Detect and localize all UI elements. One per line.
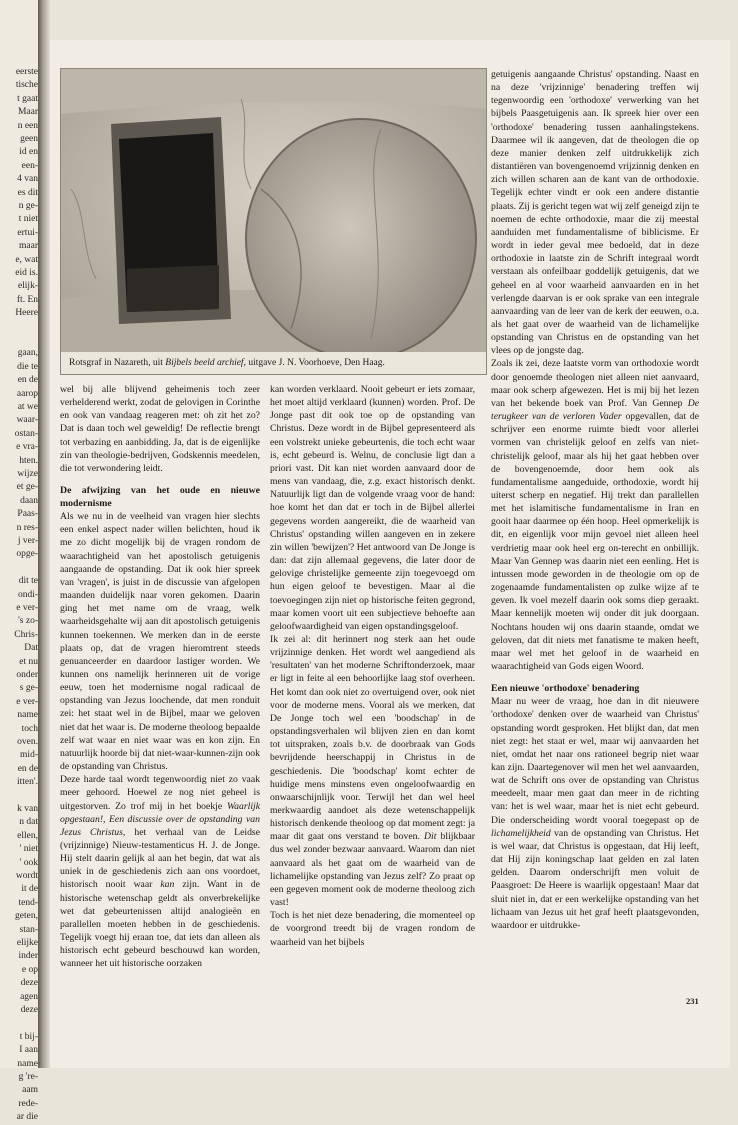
paragraph: [60, 773, 260, 970]
previous-page-text-fragment: gaan,: [17, 348, 38, 359]
previous-page-text-fragment: t niet: [18, 214, 38, 225]
previous-page-strip: [0, 0, 40, 1123]
text-run: Zoals ik zei, deze laatste vorm van orthodoxie wordt door genoemde theologen niet alleen niet aanvaard, maar ook scherp afgewezen. Het is mij bij het lezen van het bekende boek van Prof. Van Gennep: [491, 358, 699, 409]
book-title: De terugkeer van de verloren Vader: [491, 397, 699, 423]
previous-page-text-fragment: id en: [19, 147, 38, 158]
previous-page-text-fragment: itten'.: [17, 777, 38, 788]
previous-page-text-fragment: j ver-: [17, 536, 38, 546]
previous-page-text-fragment: rede-: [18, 1098, 38, 1109]
previous-page-text-fragment: ' ook: [19, 857, 38, 868]
section-heading: De afwijzing van het oude en nieuwe modernisme: [60, 485, 260, 510]
previous-page-text-fragment: t bij-: [19, 1031, 38, 1042]
section-heading: Een nieuwe 'orthodoxe' benadering: [491, 683, 640, 695]
previous-page-text-fragment: onder: [16, 670, 38, 680]
book-page: [50, 40, 730, 1068]
previous-page-text-fragment: e op: [21, 964, 38, 975]
paragraph: getuigenis aangaande Christus' opstanding. Naast en na deze 'vrijzinnige' benadering treffen wij tegenwoordig een 'orthodoxe' verwerking van het bijbels Paasgetuigenis aan. Ik spreek hier over een 'orthodoxe' benadering tussen aanhalingstekens. Daarmee wil ik aangeven, dat de theologen die op deze manier denken zelf uitdrukkelijk zich distantiëren van bovengenoemd vrijzinnig denken en zich willen scharen aan de kant van de orthodoxie. Tegelijk echter vindt er ook een andere distantie plaats. Zij is gericht tegen wat wij zelf geneigd zijn te noemen de echte orthodoxie, maar die zij meestal aanduiden met fundamentalisme of biblicisme. Er wordt in ieder geval mee bedoeld, dat in deze orthodoxie in laatste zin de Schrift integraal wordt verstaan als onfeilbaar goddelijk getuigenis, dat we geheel en al voor waarheid aanvaarden en in het verlengde daarvan is er ook sprake van een integrale aanvaarding van de leer van de kerk der eeuwen, o.a. als het gaat over de waarheid van de lichamelijke opstanding van Christus en de opstanding van het vlees op de jongste dag.: [491, 69, 699, 357]
previous-page-text-fragment: ft. En: [16, 294, 38, 305]
previous-page-text-fragment: e vra-: [16, 442, 38, 453]
previous-page-text-fragment: toch: [21, 723, 38, 734]
text-column-2: [270, 383, 475, 1033]
previous-page-text-fragment: elijk-: [17, 281, 38, 292]
previous-page-text-fragment: Maar: [17, 107, 38, 118]
previous-page-text-fragment: stan-: [19, 924, 38, 935]
text-run: van de opstanding van Christus. Het is wel waar, dat Christus is opgestaan, dat Hij leeft, dat Hij zijn koningschap laat gelden en zal laten gelden. Daarom onderschrijft men voluit de Paasgroet: De Heere is waarlijk opgestaan! Maar dat sluit niet in, dat er een werkelijke opstanding van het lichaam van Jezus uit het graf heeft plaatsgevonden, waardoor er uitdrukke-: [491, 827, 699, 931]
previous-page-text-fragment: at we: [17, 402, 38, 412]
previous-page-text-fragment: wijze: [17, 469, 38, 479]
emphasis: kan: [160, 879, 175, 891]
previous-page-text-fragment: hten.: [19, 455, 38, 466]
previous-page-text-fragment: ostan-: [14, 428, 38, 439]
paragraph: [491, 357, 699, 673]
rock-tomb-image: [61, 69, 486, 354]
previous-page-text-fragment: oven.: [17, 737, 38, 747]
caption-publisher: uitgave J. N. Voorhoeve, Den Haag.: [245, 358, 385, 368]
previous-page-text-fragment: 4 van: [17, 174, 38, 185]
previous-page-text-fragment: s ge-: [19, 683, 38, 694]
text-run: zijn. Want in de historische wetenschap geldt als onverbrekelijke wet dat gebeurtenissen altijd analogieën en parallellen moeten hebben in de geschiedenis. Tegelijk voegt hij eraan toe, dat iets dan alleen als historisch echt gebeurd beschouwd kan worden, wanneer het uit historische oorzaken: [60, 879, 260, 970]
previous-page-text-fragment: ertui-: [17, 227, 38, 238]
previous-page-text-fragment: Paas-: [17, 509, 38, 520]
previous-page-text-fragment: dit te: [18, 576, 38, 587]
page-number: 231: [686, 996, 699, 1006]
caption-source-title: Bijbels beeld archief,: [165, 358, 246, 368]
previous-page-text-fragment: tend-: [18, 897, 38, 908]
previous-page-text-fragment: es dit: [17, 187, 38, 198]
previous-page-text-fragment: Chris-: [14, 629, 38, 640]
previous-page-text-fragment: n ge-: [18, 201, 38, 211]
previous-page-text-fragment: agen: [20, 991, 38, 1002]
previous-page-text-fragment: tische: [15, 80, 38, 91]
previous-page-text-fragment: it de: [21, 884, 38, 895]
previous-page-text-fragment: en de: [17, 763, 38, 774]
caption-text: Rotsgraf in Nazareth, uit: [69, 358, 166, 368]
previous-page-text-fragment: deze: [20, 978, 38, 989]
previous-page-text-fragment: name: [17, 710, 38, 721]
previous-page-text-fragment: e ver-: [16, 603, 38, 613]
previous-page-text-fragment: elijke: [16, 938, 38, 948]
text-column-3: [491, 68, 699, 1033]
previous-page-text-fragment: e ver-: [16, 696, 38, 707]
paragraph: wel bij alle blijvend geheimenis toch zeer verhelderend werkt, zodat de gelovigen in Corinthe en ook van vandaag reageren met: oh zit het zo? Dat is daan toch wel geweldig! De reflectie brengt tot verbazing en aanbidding. Ja, dat is de eigenlijke zin van theologie-bedrijven, Godskennis meedelen, die tot verwondering leidt.: [60, 384, 260, 474]
previous-page-text-fragment: maar: [19, 241, 38, 252]
paragraph: kan worden verklaard. Nooit gebeurt er iets zomaar, het moet altijd verklaard (kunnen) worden. Prof. De Jonge past dit ook toe op de opstanding van Christus. Deze wordt in de Bijbel gepresenteerd als een volstrekt unieke gebeurtenis, die toch echt waar is, echt gebeurd is. Welnu, de conclusie ligt dan a priori vast. Dit kan niet worden aanvaard door de mens van vandaag, die, z.g. exact historisch denkt. Natuurlijk ligt dan de volgende vraag voor de hand: hoe komt het dan dat er toch in de Bijbel allerlei gegevens worden aangereikt, die de waarheid van Christus' opstanding willen aangeven en in zekere zin willen 'bewijzen'? Het antwoord van De Jonge is dan: dat zijn allemaal gegevens, die later door de gelovige christelijke gemeente zijn toegevoegd om hun eigen geloof te bevestigen. Maar al die toevoegingen zijn niet op historische feiten gegrond, maar komen voort uit een subjectieve behoefte aan geloofwaardigheid van eigen opstandingsgeloof.: [270, 384, 475, 632]
previous-page-text-fragment: daan: [20, 495, 38, 506]
previous-page-text-fragment: n dat: [19, 817, 38, 828]
previous-page-text-fragment: opge-: [16, 549, 38, 560]
paragraph: [491, 695, 699, 932]
previous-page-text-fragment: t gaat: [17, 93, 38, 104]
previous-page-text-fragment: geten,: [15, 911, 38, 922]
previous-page-text-fragment: aam: [22, 1085, 38, 1096]
previous-page-text-fragment: 's zo-: [18, 616, 38, 627]
paragraph: Als we nu in de veelheid van vragen hier slechts een enkel aspect nader willen belichten, houd ik me zo dicht mogelijk bij de vragen rondom de waarachtigheid van het apostolisch getuigenis aangaande de opstanding. Dat ik ook hier spreek van 'vragen', is juist in de discussie van afgelopen maanden duidelijk naar voren gekomen. Daarin ging het met name om de vraag, welk waarheidsgehalte wij aan dit apostolisch getuigenis kunnen toekennen. We merken dan in de eerste plaats op, dat de vragen hieromtrent steeds genuanceerder en daardoor lastiger worden. We kunnen ons namelijk herinneren uit de vorige eeuw, toen het modernisme nogal radicaal de opstanding van Jezus loochende, dat men ronduit zei: het staat wel in de Bijbel, maar we geloven niet dat het waar is. De moderne theoloog bepaalde zelf wat waar en niet waar was en kon zijn. En natuurlijk hoorde bij dat niet-waar-kunnen-zijn ook de opstanding van Christus.: [60, 511, 260, 773]
previous-page-text-fragment: die te: [17, 361, 38, 372]
previous-page-text-fragment: g 're-: [18, 1072, 38, 1082]
emphasis: Dit: [424, 831, 437, 843]
previous-page-text-fragment: k van: [17, 804, 38, 814]
emphasis: lichamelijkheid: [491, 827, 551, 839]
previous-page-text-fragment: eerste: [15, 67, 38, 77]
text-run: opgevallen, dat de schrijver een enorme ruimte biedt voor allerlei vormen van christelijk geloof en zelfs van niet-christelijk geloof, maar als hij het gaat hebben over de bovengenoemde, door hem ook als fundamentalisme aangeduide, orthodoxie, wordt hij uiterst scherp en negatief. Hij trekt dan parallellen met het islamitische fundamentalisme in Iran en gooit haar daarmee op één hoop. Heel opmerkelijk is dit, en eigenlijk voor mijn gevoel niet alleen heel verdrietig maar ook heel erg on-terecht en onbillijk. Maar Van Gennep was daarin niet een eenling. Het is intussen mode geworden in de theologie om op de zogenaamde fundamentalisten op zulke wijze af te geven. Ik voel mezelf daarin ook soms diep geraakt. Maar kennelijk moeten wij onder dit juk doorgaan. Nochtans houden wij ons daarin staande, omdat we geloven, dat dit niets met fanatisme te maken heeft, maar wel met het geloof in de waarheid en waarachtigheid van Gods eigen Woord.: [491, 411, 700, 673]
text-run: Deze harde taal wordt tegenwoordig niet zo vaak meer gehoord. Hoewel ze nog niet geheel is uitgestorven. Zo trof mij in het boekje: [60, 774, 260, 812]
previous-page-text-fragment: e, wat: [15, 254, 38, 265]
paragraph: [270, 633, 475, 909]
previous-page-text-fragment: waar-: [16, 415, 38, 426]
paragraph: Toch is het niet deze benadering, die momenteel op de voorgrond treedt bij de vragen rondom de waarheid van het bijbels: [270, 910, 475, 948]
previous-page-text-fragment: I aan: [19, 1045, 38, 1056]
previous-page-text-fragment: deze: [20, 1005, 38, 1015]
previous-page-text-fragment: n res-: [16, 522, 38, 533]
text-column-1: [60, 383, 260, 1033]
previous-page-text-fragment: n een: [17, 120, 38, 131]
previous-page-text-fragment: een-: [21, 160, 38, 171]
previous-page-text-fragment: wordt: [15, 871, 38, 881]
previous-page-text-fragment: ar die: [16, 1112, 38, 1123]
text-run: Maar nu weer de vraag, hoe dan in dit nieuwere 'orthodoxe' denken over de waarheid van Christus' opstanding wordt gesproken. Het blijkt dan, dat men niet zegt: het staat er wel, maar wij aanvaarden het niet, omdat het naar ons rationeel begrip niet waar kan zijn. Daartegenover wil men het wel aanvaarden, wat de Schrift ons over de opstanding van Christus meedeelt, maar men gaat dan meer in de richting van: het is wel waar, maar het is niet echt gebeurd. Die onderscheiding wordt vooral toegepast op de: [491, 696, 699, 826]
text-run: het verhaal van de Leidse (vrijzinnige) Nieuw-testamenticus H. J. de Jonge. Hij stelt daarin gelijk al aan het begin, dat wat als uniek in de geschiedenis zich aan ons voordoet, historisch nooit waar: [60, 826, 260, 891]
previous-page-text-fragment: aarop: [16, 388, 38, 399]
previous-page-text-fragment: ellen,: [17, 830, 38, 841]
previous-page-text-fragment: geen: [20, 134, 38, 144]
text-run: blijkbaar dus wel zonder bezwaar aanvaard. Waarom dan niet aanvaard als het gaat om de waarheid van de lichamelijke opstanding van Jezus zelf? Zo praat op een gegeven moment ook de moderne theoloog zich vast!: [270, 831, 475, 909]
text-run: Ik zei al: dit herinnert nog sterk aan het oude vrijzinnige denken. Het wordt wel aangediend als 'resultaten' van het moderne Schriftonderzoek, maar er ligt in feite al een behoorlijke laag stof overheen. Het komt dan ook niet zo overtuigend over, ook niet voor de moderne mens. Vooral als we merken, dat De Jonge toch wel een 'boodschap' in de opstandingsverhalen wil blijven zien en dan komt tot uitspraken, zoals b.v. de doorbraak van Gods bevrijdende heerschappij in Christus in de geschiedenis. Die 'boodschap' komt echter de huidige mens minstens even ongeloofwaardig en onwaarschijnlijk voor. Terwijl het dan wel heel merkwaardig aandoet als deze wetenschappelijk historisch denkende theoloog op dat moment zegt: ja maar dit gaat ons verstand te boven.: [270, 633, 475, 843]
previous-page-text-fragment: eid is.: [15, 268, 38, 278]
photo-rock-tomb: [60, 68, 487, 375]
previous-page-text-fragment: ondi-: [17, 589, 38, 600]
photo-caption: [61, 352, 486, 374]
previous-page-text-fragment: Heere: [15, 308, 38, 319]
previous-page-text-fragment: et ge-: [16, 482, 38, 493]
book-title: Waarlijk opgestaan!, Een discussie over de opstanding van Jezus Christus,: [60, 800, 260, 838]
previous-page-text-fragment: et nu: [19, 656, 38, 667]
previous-page-text-fragment: inder: [18, 951, 38, 962]
previous-page-text-fragment: name: [17, 1058, 38, 1069]
previous-page-text-fragment: ' niet: [19, 844, 38, 855]
previous-page-text-fragment: Dat: [24, 643, 38, 654]
previous-page-text-fragment: mid-: [20, 750, 38, 761]
previous-page-text-fragment: en de: [17, 375, 38, 386]
